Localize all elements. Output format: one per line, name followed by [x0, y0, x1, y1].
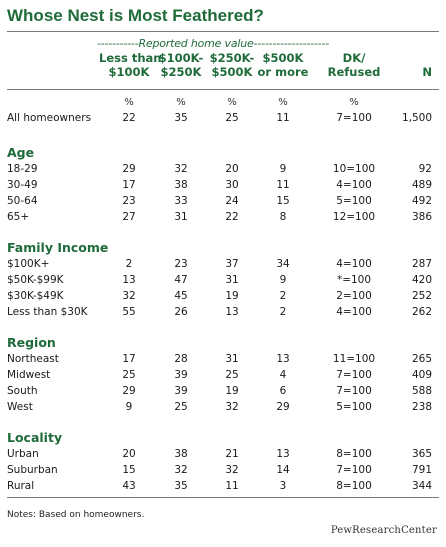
cell-value: 23	[174, 258, 188, 270]
cell-value: 20	[225, 163, 239, 175]
column-header-line1: $100K-	[158, 51, 204, 65]
cell-value: 29	[122, 163, 136, 175]
cell-value: 7=100	[336, 369, 372, 381]
cell-value: 11	[276, 112, 290, 124]
row-label: $100K+	[7, 258, 50, 270]
cell-value: 17	[122, 179, 136, 191]
cell-value: 13	[122, 274, 136, 286]
pew-logo: PewResearchCenter	[330, 525, 437, 536]
cell-value: 19	[225, 385, 239, 397]
cell-value: 5=100	[336, 401, 372, 413]
table-row	[0, 195, 446, 211]
cell-n: 344	[411, 480, 432, 492]
column-header-line2: or more	[257, 65, 309, 79]
column-header-line2: $500K	[211, 65, 253, 79]
cell-value: 13	[276, 448, 290, 460]
cell-value: 25	[122, 369, 136, 381]
percent-mark: %	[124, 97, 134, 108]
cell-value: 12=100	[332, 211, 376, 223]
cell-value: 8	[279, 211, 287, 223]
table-row	[0, 258, 446, 274]
bottom-divider	[7, 497, 439, 498]
cell-value: 2	[125, 258, 133, 270]
cell-n: 265	[411, 353, 432, 365]
cell-value: 4=100	[336, 306, 372, 318]
cell-value: 35	[174, 112, 188, 124]
table-row	[0, 290, 446, 306]
cell-value: 24	[225, 195, 239, 207]
cell-n: 365	[411, 448, 432, 460]
table-row	[0, 274, 446, 290]
row-label: 50-64	[7, 195, 38, 207]
cell-value: 17	[122, 353, 136, 365]
table-row	[0, 163, 446, 179]
cell-value: 31	[225, 353, 239, 365]
cell-value: 15	[276, 195, 290, 207]
cell-value: 25	[225, 112, 239, 124]
section-heading: Age	[7, 145, 35, 160]
cell-value: 8=100	[336, 480, 372, 492]
section-heading: Locality	[7, 430, 63, 445]
cell-n: 409	[411, 369, 432, 381]
cell-value: 19	[225, 290, 239, 302]
table-row	[0, 112, 446, 128]
cell-value: 4	[279, 369, 287, 381]
column-header-line1: $250K-	[209, 51, 255, 65]
table-row	[0, 211, 446, 227]
cell-value: 8=100	[336, 448, 372, 460]
row-label: $30K-$49K	[7, 290, 64, 302]
cell-n: 492	[411, 195, 432, 207]
cell-value: 3	[279, 480, 287, 492]
cell-value: 31	[174, 211, 188, 223]
cell-value: 7=100	[336, 385, 372, 397]
table-row	[0, 464, 446, 480]
row-label: Northeast	[7, 353, 59, 365]
cell-value: 2=100	[336, 290, 372, 302]
cell-value: 25	[174, 401, 188, 413]
cell-value: 22	[122, 112, 136, 124]
table-row	[0, 306, 446, 322]
cell-n: 1,500	[401, 112, 432, 124]
cell-n: 588	[411, 385, 432, 397]
row-label: Midwest	[7, 369, 51, 381]
percent-mark: %	[227, 97, 237, 108]
cell-value: 11	[225, 480, 239, 492]
row-label: $50K-$99K	[7, 274, 64, 286]
page-title: Whose Nest is Most Feathered?	[7, 6, 264, 25]
cell-value: 20	[122, 448, 136, 460]
section-heading: Region	[7, 335, 56, 350]
cell-value: 5=100	[336, 195, 372, 207]
table-row	[0, 369, 446, 385]
cell-value: 28	[174, 353, 188, 365]
cell-n: 386	[411, 211, 432, 223]
column-header	[422, 51, 432, 79]
column-header-line2: N	[422, 65, 432, 79]
cell-value: 7=100	[336, 464, 372, 476]
cell-value: 31	[225, 274, 239, 286]
table-row	[0, 480, 446, 496]
table-row	[0, 179, 446, 195]
cell-value: 34	[276, 258, 290, 270]
column-header-line1: DK/	[342, 51, 366, 65]
header-divider	[7, 89, 439, 90]
cell-value: 32	[174, 464, 188, 476]
cell-value: *=100	[336, 274, 372, 286]
cell-value: 39	[174, 385, 188, 397]
section-heading: Family Income	[7, 240, 109, 255]
row-label: Urban	[7, 448, 39, 460]
cell-value: 47	[174, 274, 188, 286]
table-row	[0, 401, 446, 417]
cell-n: 262	[411, 306, 432, 318]
cell-value: 9	[279, 163, 287, 175]
row-label: All homeowners	[7, 112, 92, 124]
top-divider	[7, 31, 439, 32]
column-header-line1: Less than	[99, 51, 162, 65]
row-label: Suburban	[7, 464, 58, 476]
cell-value: 23	[122, 195, 136, 207]
cell-n: 238	[411, 401, 432, 413]
column-header	[99, 51, 162, 79]
cell-value: 14	[276, 464, 290, 476]
cell-value: 43	[122, 480, 136, 492]
cell-value: 30	[225, 179, 239, 191]
row-label: Less than $30K	[7, 306, 88, 318]
row-label: 18-29	[7, 163, 38, 175]
notes: Notes: Based on homeowners.	[7, 510, 145, 520]
cell-value: 13	[225, 306, 239, 318]
cell-value: 26	[174, 306, 188, 318]
cell-value: 25	[225, 369, 239, 381]
column-header-line1: $500K	[262, 51, 304, 65]
cell-value: 9	[279, 274, 287, 286]
table-row	[0, 448, 446, 464]
column-header-line2: $100K	[108, 65, 150, 79]
percent-mark: %	[176, 97, 186, 108]
cell-n: 791	[411, 464, 432, 476]
column-header	[253, 51, 313, 79]
percent-mark: %	[278, 97, 288, 108]
table-row	[0, 385, 446, 401]
row-label: South	[7, 385, 38, 397]
column-header-line1	[422, 51, 432, 65]
cell-value: 32	[122, 290, 136, 302]
cell-value: 38	[174, 448, 188, 460]
cell-value: 45	[174, 290, 188, 302]
cell-value: 32	[174, 163, 188, 175]
cell-value: 7=100	[336, 112, 372, 124]
cell-value: 22	[225, 211, 239, 223]
percent-mark: %	[349, 97, 359, 108]
column-header	[324, 51, 384, 79]
cell-n: 252	[411, 290, 432, 302]
cell-n: 420	[411, 274, 432, 286]
cell-value: 29	[276, 401, 290, 413]
reported-home-value-header: -----------Reported home value--------------------	[97, 37, 329, 50]
cell-n: 489	[411, 179, 432, 191]
cell-value: 6	[279, 385, 287, 397]
cell-value: 15	[122, 464, 136, 476]
column-header-line2: $250K	[160, 65, 202, 79]
cell-value: 21	[225, 448, 239, 460]
cell-value: 13	[276, 353, 290, 365]
cell-value: 9	[125, 401, 133, 413]
cell-value: 39	[174, 369, 188, 381]
table-row	[0, 353, 446, 369]
cell-value: 11	[276, 179, 290, 191]
cell-value: 35	[174, 480, 188, 492]
cell-value: 2	[279, 306, 287, 318]
cell-value: 33	[174, 195, 188, 207]
row-label: 65+	[7, 211, 30, 223]
cell-value: 2	[279, 290, 287, 302]
row-label: Rural	[7, 480, 35, 492]
cell-value: 10=100	[332, 163, 376, 175]
cell-value: 32	[225, 401, 239, 413]
row-label: West	[7, 401, 33, 413]
cell-value: 4=100	[336, 258, 372, 270]
column-header-line2: Refused	[327, 65, 381, 79]
row-label: 30-49	[7, 179, 38, 191]
cell-value: 4=100	[336, 179, 372, 191]
cell-value: 38	[174, 179, 188, 191]
cell-n: 92	[418, 163, 432, 175]
cell-value: 11=100	[332, 353, 376, 365]
cell-value: 37	[225, 258, 239, 270]
cell-value: 55	[122, 306, 136, 318]
cell-value: 32	[225, 464, 239, 476]
cell-value: 27	[122, 211, 136, 223]
cell-n: 287	[411, 258, 432, 270]
cell-value: 29	[122, 385, 136, 397]
